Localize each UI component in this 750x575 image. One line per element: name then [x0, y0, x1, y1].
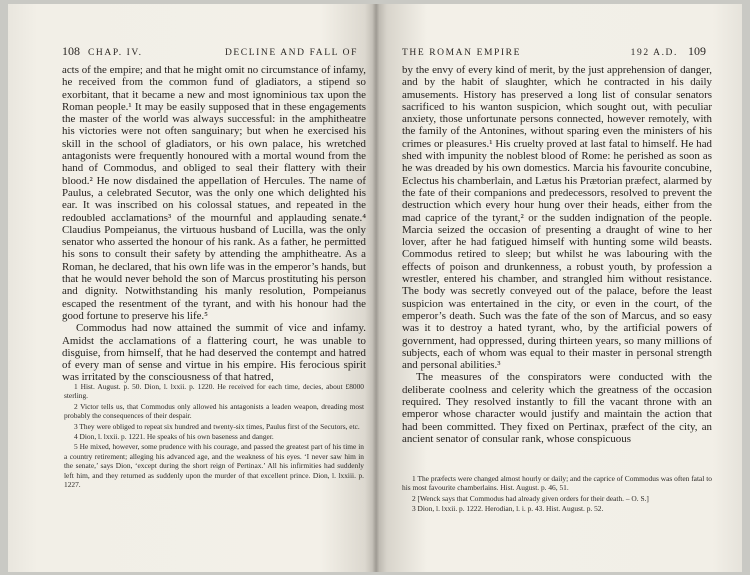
footnote: 1 The præfects were changed almost hourly or daily; and the caprice of Commodus was often fatal to his most favourite chamberlains. Hist. August. p. 46, 51.	[402, 474, 712, 493]
footnotes	[402, 474, 712, 515]
left-page	[8, 4, 376, 572]
running-title: DECLINE AND FALL OF	[224, 48, 358, 58]
paragraph: Commodus had now attained the summit of vice and infamy. Amidst the acclamations of a flattering court, he was unable to disguise, from himself, that he had deserved the contempt and hatred of every man of sense and virtue in his empire. His ferocious spirit was irritated by the consciousness of that hatred,	[62, 322, 366, 384]
footnote: 1 Hist. August. p. 50. Dion, l. lxxii. p. 1220. He received for each time, decies, about £8000 sterling.	[64, 382, 364, 401]
book-gutter	[372, 4, 380, 572]
footnote: 2 Victor tells us, that Commodus only allowed his antagonists a leaden weapon, dreading most probably the consequences of their despair.	[64, 401, 364, 421]
body-text	[402, 64, 712, 445]
footnote: 3 They were obliged to repeat six hundred and twenty-six times, Paulus first of the Secutors, etc.	[74, 421, 360, 431]
footnote: 3 Dion, l. lxxii. p. 1222. Herodian, l. i. p. 43. Hist. August. p. 52.	[412, 504, 604, 514]
footnotes	[64, 382, 364, 490]
running-title: THE ROMAN EMPIRE	[402, 48, 522, 58]
paragraph: The measures of the conspirators were conducted with the deliberate coolness and celerity which the greatness of the occasion required. They resolved instantly to fill the vacant throne with an emperor whose character would justify and maintain the action that had been committed. They fixed on Pertinax, præfect of the city, an ancient senator of consular rank, whose conspicuous	[402, 371, 712, 445]
body-text	[62, 64, 366, 384]
paragraph: by the envy of every kind of merit, by the just apprehension of danger, and by the habit of slaughter, which he contracted in his daily amusements. History has preserved a long list of consular senators sacrificed to his wanton suspicion, which sought out, with peculiar anxiety, those unfortunate persons connected, however remotely, with the family of the Antonines, without sparing even the ministers of his crimes or pleasures.¹ His cruelty proved at last fatal to himself. He had shed with impunity the noblest blood of Rome: he perished as soon as he was dreaded by his own domestics. Marcia his favourite concubine, Eclectus his chamberlain, and Lætus his Prætorian præfect, alarmed by the fate of their companions and predecessors, resolved to prevent the destruction which every hour hung over their heads, either from the mad caprice of the tyrant,² or the sudden indignation of the people. Marcia seized the occasion of presenting a draught of wine to her lover, after he had fatigued himself with hunting some wild beasts. Commodus retired to sleep; but whilst he was labouring with the effects of poison and drunkenness, a robust youth, by profession a wrestler, entered his chamber, and strangled him without resistance. The body was secretly conveyed out of the palace, before the least suspicion was entertained in the city, or even in the court, of the emperor’s death. Such was the fate of the son of Marcus, and so easy was it to destroy a hated tyrant, who, by the artificial powers of government, had oppressed, during thirteen years, so many millions of subjects, each of whom was equal to their master in personal strength and personal abilities.³	[402, 64, 712, 372]
right-running-head	[402, 44, 706, 58]
footnote: 4 Dion, l. lxxii. p. 1221. He speaks of his own baseness and danger.	[74, 432, 274, 442]
page-number: 108	[62, 44, 80, 58]
left-running-head	[62, 44, 358, 58]
paragraph: acts of the empire; and that he might omit no circumstance of infamy, he received from the common fund of gladiators, a stipend so exorbitant, that it became a new and most ignominious tax upon the Roman people.¹ It may be easily supposed that in these engagements the master of the world was always successful: in the amphitheatre his victories were not often sanguinary; but when he exercised his skill in the school of gladiators, or his own palace, his wretched antagonists were frequently honoured with a mortal wound from the hand of Commodus, and obliged to seal their flattery with their blood.² He now disdained the appellation of Hercules. The name of Paulus, a celebrated Secutor, was the only one which delighted his ear. It was inscribed on his colossal statues, and repeated in the redoubled acclamations³ of the mournful and applauding senate.⁴ Claudius Pompeianus, the virtuous husband of Lucilla, was the only senator who asserted the honour of his rank. As a father, he permitted his sons to consult their safety by attending the amphitheatre. As a Roman, he declared, that his own life was in the emperor’s hands, but that he would never behold the son of Marcus prostituting his person and dignity. Notwithstanding his manly resolution, Pompeianus escaped the resentment of the tyrant, and with his honour had the good fortune to preserve his life.⁵	[62, 64, 366, 322]
footnote: 2 [Wenck says that Commodus had already given orders for their death. – O. S.]	[412, 493, 649, 503]
page-number: 109	[688, 44, 706, 58]
chapter-label: CHAP. IV.	[88, 48, 143, 58]
date-label: 192 A.D.	[630, 48, 678, 58]
footnote: 5 He mixed, however, some prudence with his courage, and passed the greatest part of his time in a country retirement; alleging his advanced age, and the weakness of his eyes. ‘I never saw him in the senate,’ says Dion, ‘except during the short reign of Pertinax.’ All his infirmities had suddenly left him, and they returned as suddenly upon the murder of that excellent prince. Dion, l. lxxiii. p. 1227.	[64, 442, 364, 490]
right-page	[376, 4, 742, 572]
